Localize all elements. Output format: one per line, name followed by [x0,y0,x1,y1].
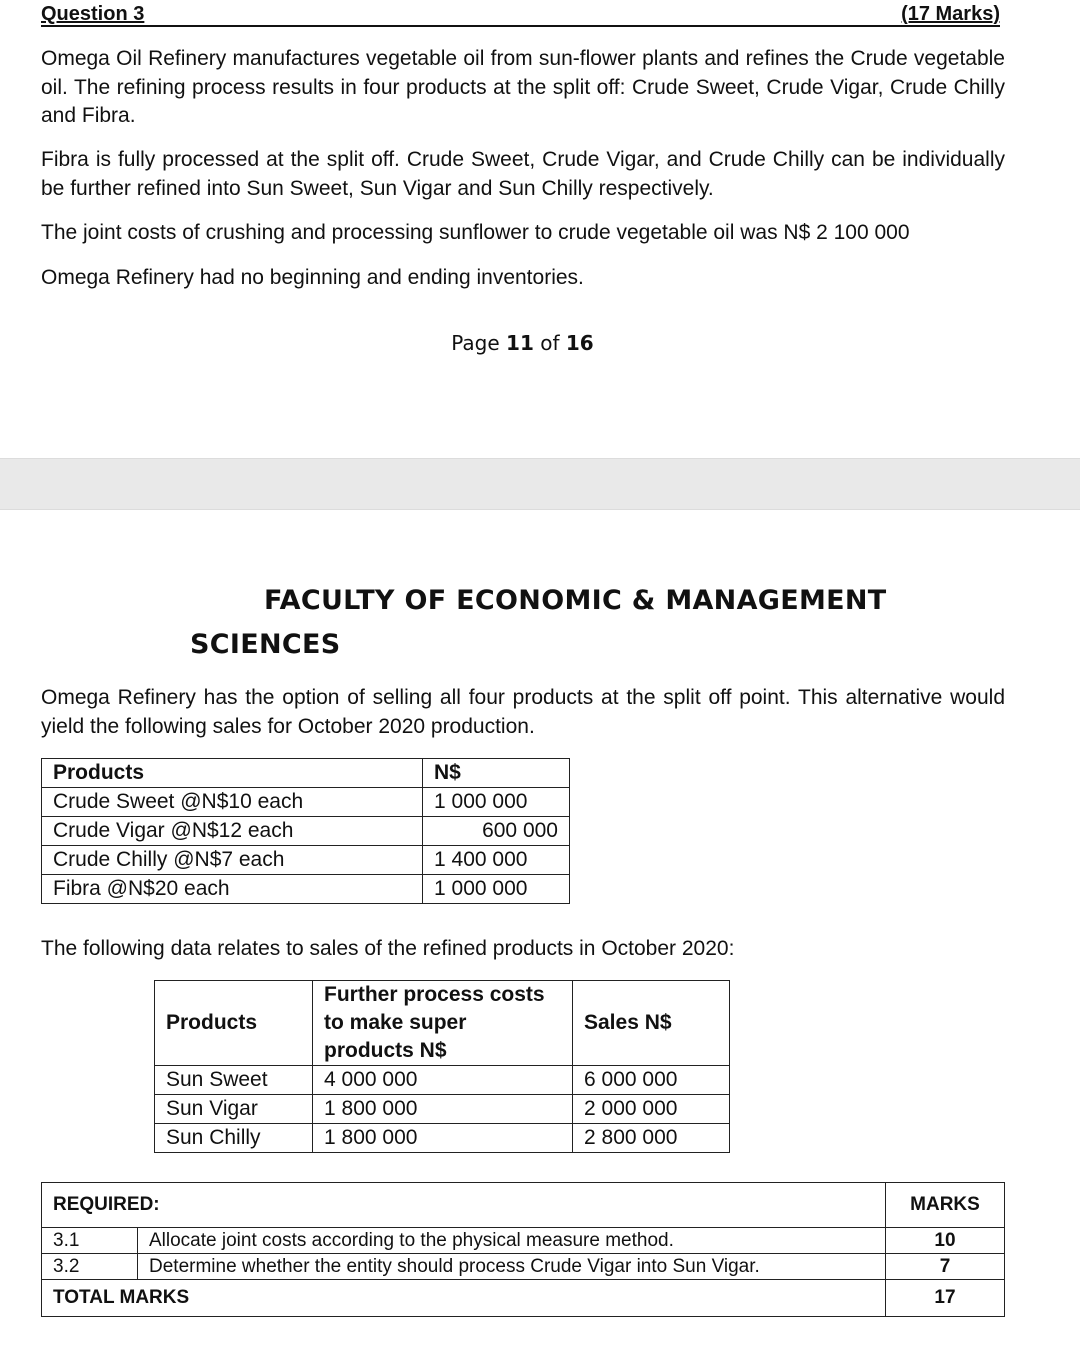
required-header-row [42,1183,1005,1228]
item-marks: 7 [886,1254,1005,1280]
product-cell: Fibra @N$20 each [42,875,423,904]
column-header: N$ [423,759,570,788]
faculty-heading-line1: FACULTY OF ECONOMIC & MANAGEMENT [264,585,887,616]
total-label: TOTAL MARKS [42,1280,886,1317]
item-number: 3.2 [42,1254,138,1280]
product-cell: Crude Sweet @N$10 each [42,788,423,817]
item-marks: 10 [886,1228,1005,1254]
cost-cell: 1 800 000 [313,1124,573,1153]
required-item-row [42,1254,1005,1280]
sales-cell: 2 000 000 [573,1095,730,1124]
paragraph-inventories: Omega Refinery had no beginning and ending inventories. [41,266,584,289]
required-item-row [42,1228,1005,1254]
table-row [42,817,570,846]
split-off-sales-table [41,758,570,904]
required-table [41,1182,1005,1317]
paragraph-joint-costs: The joint costs of crushing and processing sunflower to crude vegetable oil was N$ 2 100 000 [41,221,910,244]
product-cell: Crude Vigar @N$12 each [42,817,423,846]
faculty-heading-line2: SCIENCES [190,629,341,660]
item-text: Allocate joint costs according to the physical measure method. [138,1228,886,1254]
amount-cell: 1 000 000 [423,875,570,904]
amount-cell: 1 000 000 [423,788,570,817]
column-header: Products [155,981,313,1066]
amount-cell: 600 000 [423,817,570,846]
table-row [155,1066,730,1095]
total-marks: 17 [886,1280,1005,1317]
paragraph-intro: Omega Oil Refinery manufactures vegetable oil from sun-flower plants and refines the Crude vegetable oil. The refining process results in four products at the split off: Crude Sweet, Crude Vigar, Crude Chilly and Fibra. [41,47,1005,127]
required-heading: REQUIRED: [42,1183,886,1228]
paragraph-fibra: Fibra is fully processed at the split off. Crude Sweet, Crude Vigar, and Crude Chilly can be individually be further refined into Sun Sweet, Sun Vigar and Sun Chilly respectively. [41,148,1005,200]
column-header: Products [42,759,423,788]
table-row [155,1124,730,1153]
table-header-row [42,759,570,788]
page-break [0,458,1080,510]
marks-heading: MARKS [886,1183,1005,1228]
question-marks: (17 Marks) [901,3,1000,25]
column-header: Sales N$ [573,981,730,1066]
product-cell: Sun Chilly [155,1124,313,1153]
cost-cell: 4 000 000 [313,1066,573,1095]
question-title: Question 3 [41,3,145,25]
paragraph-refined: The following data relates to sales of the refined products in October 2020: [41,937,735,960]
sales-cell: 6 000 000 [573,1066,730,1095]
column-header: Further process costs to make super products N$ [313,981,573,1066]
paragraph-split-off: Omega Refinery has the option of selling all four products at the split off point. This alternative would yield the following sales for October 2020 production. [41,686,1005,738]
product-cell: Crude Chilly @N$7 each [42,846,423,875]
table-row [42,875,570,904]
product-cell: Sun Vigar [155,1095,313,1124]
refined-products-table [154,980,730,1153]
table-row [155,1095,730,1124]
total-row [42,1280,1005,1317]
table-row [42,788,570,817]
sales-cell: 2 800 000 [573,1124,730,1153]
cost-cell: 1 800 000 [313,1095,573,1124]
table-header-row [155,981,730,1066]
table-row [42,846,570,875]
page-number: Page 11 of 16 [451,331,594,355]
item-number: 3.1 [42,1228,138,1254]
title-underline [41,25,1000,27]
item-text: Determine whether the entity should process Crude Vigar into Sun Vigar. [138,1254,886,1280]
product-cell: Sun Sweet [155,1066,313,1095]
amount-cell: 1 400 000 [423,846,570,875]
